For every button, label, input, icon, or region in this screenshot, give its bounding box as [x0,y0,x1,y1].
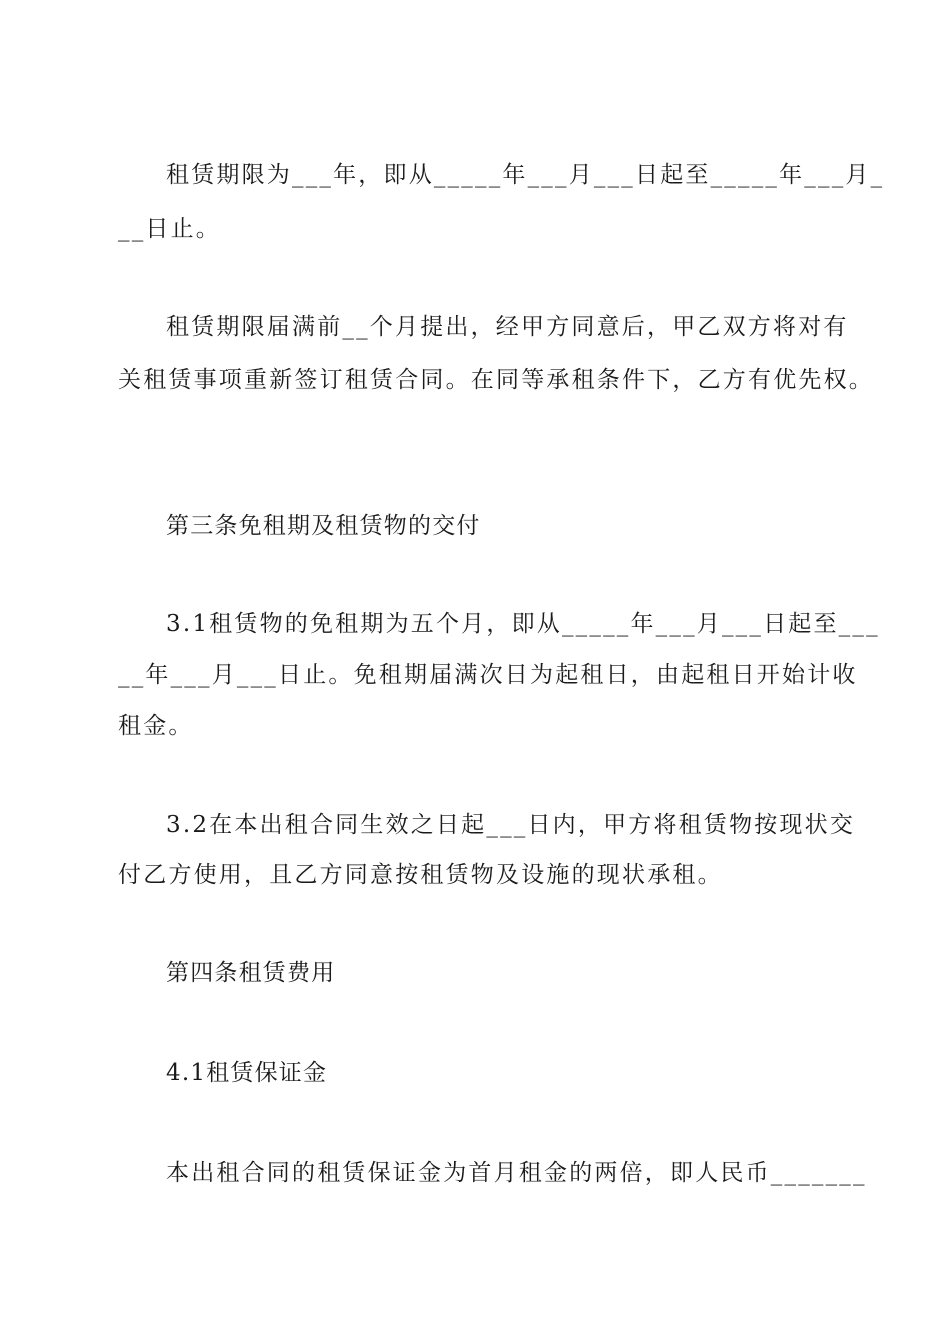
paragraph-3-1-line-2: __年___月___日止。免租期届满次日为起租日，由起租日开始计收 [118,662,858,688]
paragraph-3-2-line-2: 付乙方使用，且乙方同意按租赁物及设施的现状承租。 [118,862,723,888]
paragraph-renewal-line-1: 租赁期限届满前__个月提出，经甲方同意后，甲乙双方将对有 [166,314,849,340]
paragraph-3-1-line-1: 3.1租赁物的免租期为五个月，即从_____年___月___日起至___ [166,611,880,637]
heading-article-4: 第四条租赁费用 [166,960,336,986]
heading-4-1: 4.1租赁保证金 [166,1060,328,1086]
paragraph-renewal-line-2: 关租赁事项重新签订租赁合同。在同等承租条件下，乙方有优先权。 [118,367,874,393]
paragraph-3-2-line-1: 3.2在本出租合同生效之日起___日内，甲方将租赁物按现状交 [166,812,856,838]
paragraph-lease-term-line-1: 租赁期限为___年，即从_____年___月___日起至_____年___月_ [166,162,885,188]
paragraph-deposit-line-1: 本出租合同的租赁保证金为首月租金的两倍，即人民币_______ [166,1160,867,1186]
paragraph-lease-term-line-2: __日止。 [118,216,221,242]
paragraph-3-1-line-3: 租金。 [118,713,194,739]
heading-article-3: 第三条免租期及租赁物的交付 [166,513,481,539]
